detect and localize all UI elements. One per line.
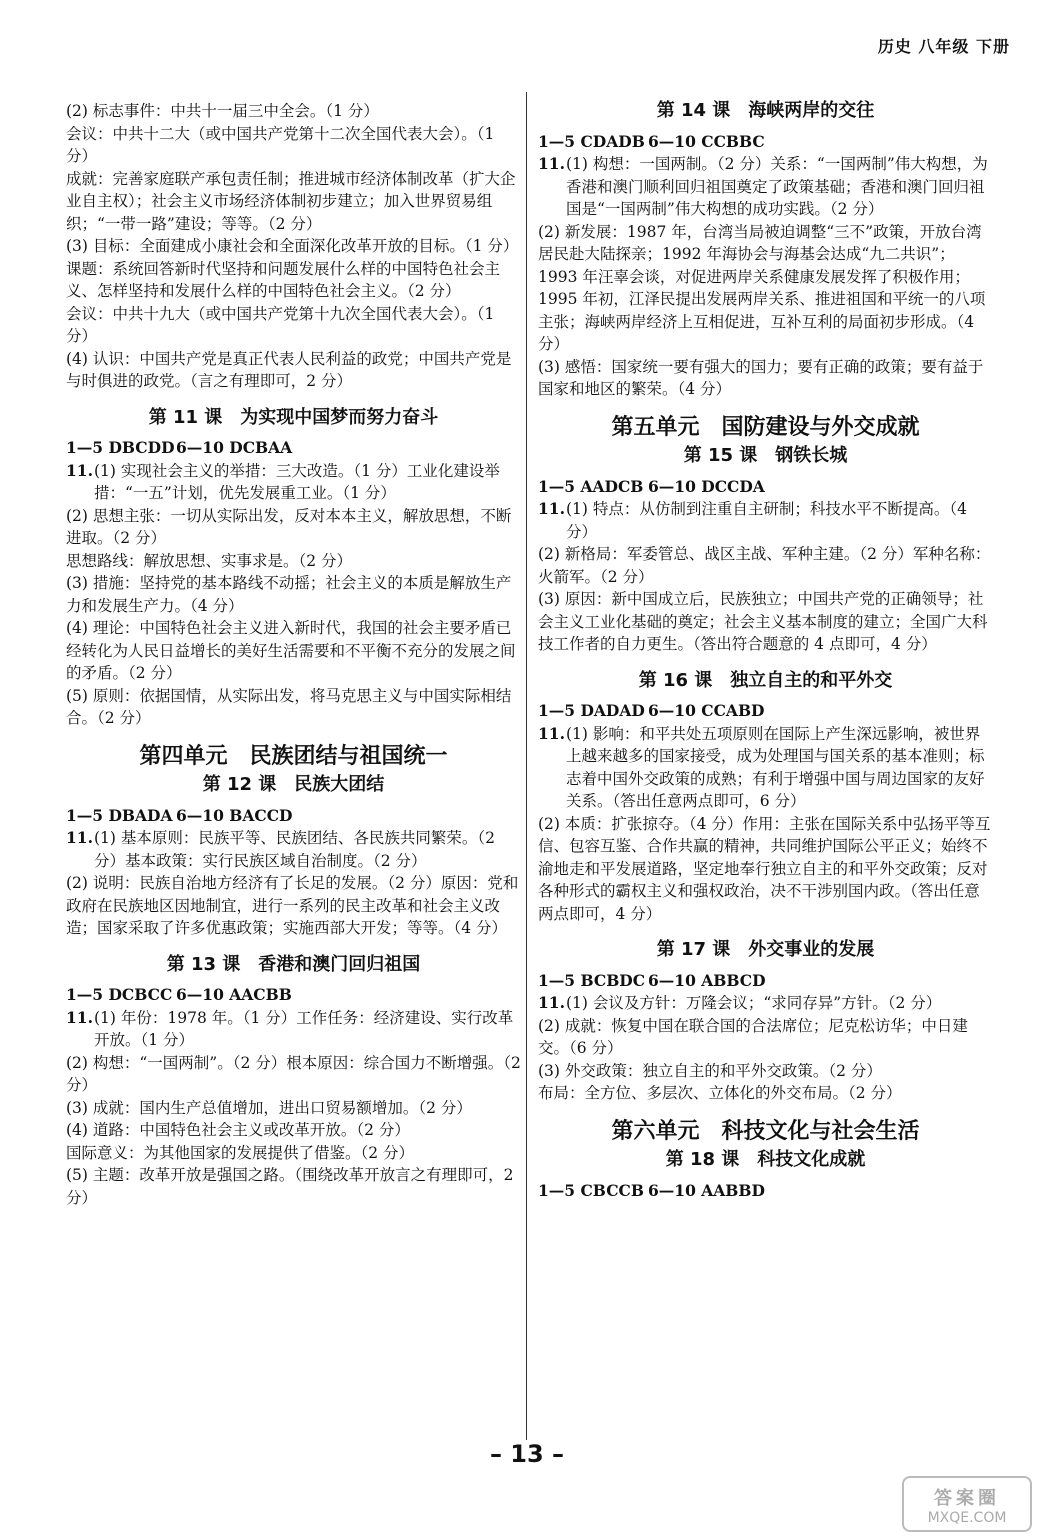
answer-line: (3) 措施：坚持党的基本路线不动摇；社会主义的本质是解放生产力和发展生产力。（4 分） <box>66 574 512 615</box>
answer-line: (2) 本质：扩张掠夺。（4 分）作用：主张在国际关系中弘扬平等互信、包容互鉴、合作共赢的精神，共同维护国际公平正义；始终不渝地走和平发展道路，坚定地奉行独立自主的和平外交政策；反对各种形式的霸权主义和强权政治，决不干涉别国内政。（答出任意两点即可，4 分） <box>538 814 991 923</box>
page-number: – 13 – <box>489 1440 565 1468</box>
answer-line: (3) 目标：全面建成小康社会和全面深化改革开放的目标。（1 分） <box>66 237 519 255</box>
question-11 <box>66 827 521 872</box>
watermark-logo <box>902 1476 1032 1532</box>
choice-answers <box>538 131 993 154</box>
choice-answers <box>66 437 521 460</box>
answer-line: (2) 构想：“一国两制”。（2 分）根本原因：综合国力不断增强。（2 分） <box>66 1053 521 1094</box>
answer-line: (2) 成就：恢复中国在联合国的合法席位；尼克松访华；中日建交。（6 分） <box>538 1016 968 1057</box>
answer-line: (3) 感悟：国家统一要有强大的国力；要有正确的政策；要有益于国家和地区的繁荣。（4 分） <box>538 357 984 398</box>
answer-line: (4) 理论：中国特色社会主义进入新时代，我国的社会主要矛盾已经转化为人民日益增长的美好生活需要和不平衡不充分的发展之间的矛盾。（2 分） <box>66 619 516 682</box>
lesson-title: 第 17 课 外交事业的发展 <box>656 939 875 960</box>
answer-line: (2) 新格局：军委管总、战区主战、军种主建。（2 分）军种名称：火箭军。（2 分） <box>538 545 991 586</box>
question-11 <box>538 723 993 813</box>
answer-line: 布局：全方位、多层次、立体化的外交布局。（2 分） <box>538 1084 902 1102</box>
answer-line: 会议：中共十九大（或中国共产党第十九次全国代表大会）。（1 分） <box>66 304 495 345</box>
choice-answers <box>538 700 993 723</box>
choice-answers-6-10: 6—10 AACBB <box>176 985 292 1004</box>
question-number: 11. <box>66 828 93 847</box>
answer-line: (1) 会议及方针：万隆会议；“求同存异”方针。（2 分） <box>566 994 942 1012</box>
lesson-title: 第 11 课 为实现中国梦而努力奋斗 <box>148 406 439 428</box>
choice-answers-6-10: 6—10 CCABD <box>648 701 765 720</box>
choice-answers-1-5: 1—5 CBCCB <box>538 1180 644 1200</box>
question-11 <box>66 460 521 505</box>
answer-line: (3) 原因：新中国成立后，民族独立；中国共产党的正确领导；社会主义工业化基础的奠定；社会主义基本制度的建立；全国广大科技工作者的自力更生。（答出符合题意的 4 点即可，4 分） <box>538 590 988 653</box>
answer-line: (3) 成就：国内生产总值增加，进出口贸易额增加。（2 分） <box>66 1098 472 1117</box>
question-11 <box>66 1007 521 1052</box>
question-number: 11. <box>538 499 565 518</box>
answer-line: (1) 实现社会主义的举措：三大改造。（1 分）工业化建设举措：“一五”计划，优先发展重工业。（1 分） <box>94 461 500 502</box>
unit-title: 第六单元 科技文化与社会生活 <box>611 1118 920 1144</box>
choice-answers-6-10: 6—10 DCBAA <box>176 438 293 457</box>
choice-answers-1-5: 1—5 BCBDC <box>538 970 646 990</box>
question-11 <box>538 153 993 221</box>
answer-line: (1) 构想：一国两制。（2 分）关系：“一国两制”伟大构想，为香港和澳门顺利回归祖国奠定了政策基础；香港和澳门回归祖国是“一国两制”伟大构想的成功实践。（2 分） <box>566 155 988 218</box>
lesson-title: 第 15 课 钢铁长城 <box>683 445 848 466</box>
lesson-title: 第 13 课 香港和澳门回归祖国 <box>166 953 421 975</box>
answer-line: 会议：中共十二大（或中国共产党第十二次全国代表大会）。（1 分） <box>66 124 495 165</box>
answer-line: (1) 影响：和平共处五项原则在国际上产生深远影响，被世界上越来越多的国家接受，成为处理国与国关系的基本准则；标志着中国外交政策的成熟；有利于增强中国与周边国家的友好关系。（答出任意两点即可，6 分） <box>566 724 985 810</box>
choice-answers-6-10: 6—10 CCBBC <box>648 131 765 151</box>
watermark-text: 答案圈 <box>934 1488 1000 1509</box>
answer-line: (2) 思想主张：一切从实际出发，反对本本主义，解放思想，不断进取。（2 分） <box>66 506 512 547</box>
answer-line: 课题：系统回答新时代坚持和问题发展什么样的中国特色社会主义、怎样坚持和发展什么样的中国特色社会主义。（2 分） <box>66 259 501 300</box>
lesson-title: 第 14 课 海峡两岸的交往 <box>656 100 875 121</box>
page-header: 历史 八年级 下册 <box>877 37 1010 56</box>
answer-line: (1) 年份：1978 年。（1 分）工作任务：经济建设、实行改革开放。（1 分） <box>94 1008 514 1049</box>
column-divider <box>526 92 527 1440</box>
choice-answers-1-5: 1—5 CDADB <box>538 131 645 151</box>
answer-line: 国际意义：为其他国家的发展提供了借鉴。（2 分） <box>66 1143 415 1162</box>
lesson-title: 第 16 课 独立自主的和平外交 <box>638 669 893 691</box>
choice-answers-6-10: 6—10 DCCDA <box>648 476 765 496</box>
left-column <box>66 100 521 1209</box>
choice-answers-1-5: 1—5 DADAD <box>538 701 645 720</box>
choice-answers <box>66 805 521 828</box>
answer-line: (1) 特点：从仿制到注重自主研制；科技水平不断提高。（4 分） <box>566 500 967 541</box>
choice-answers <box>538 476 993 499</box>
choice-answers <box>538 970 993 993</box>
question-number: 11. <box>538 993 565 1012</box>
choice-answers <box>538 1180 993 1203</box>
watermark-url: MXQE.COM <box>927 1510 1007 1526</box>
question-11 <box>538 992 993 1015</box>
answer-line: (1) 基本原则：民族平等、民族团结、各民族共同繁荣。（2 分）基本政策：实行民族区域自治制度。（2 分） <box>94 829 495 870</box>
choice-answers-1-5: 1—5 DCBCC <box>66 985 173 1004</box>
answer-line: (4) 认识：中国共产党是真正代表人民利益的政党；中国共产党是与时俱进的政党。（言之有理即可，2 分） <box>66 349 512 390</box>
answer-line: (2) 新发展：1987 年，台湾当局被迫调整“三不”政策，开放台湾居民赴大陆探亲；1992 年海协会与海基会达成“九二共识”；1993 年汪辜会谈，对促进两岸关系健康发展发挥了积极作用；1995 年初，江泽民提出发展两岸关系、推进祖国和平统一的八项主张；海峡两岸经济上互相促进，互补互利的局面初步形成。（4 分） <box>538 222 986 353</box>
choice-answers-1-5: 1—5 DBCDD <box>66 438 175 457</box>
choice-answers-1-5: 1—5 DBADA <box>66 805 173 825</box>
question-number: 11. <box>66 1007 93 1027</box>
lesson-title: 第 18 课 科技文化成就 <box>665 1149 866 1170</box>
answer-line: (2) 标志事件：中共十一届三中全会。（1 分） <box>66 102 379 120</box>
lesson-title: 第 12 课 民族大团结 <box>202 774 385 795</box>
right-column <box>538 100 993 1202</box>
choice-answers <box>66 984 521 1007</box>
question-11 <box>538 498 993 543</box>
unit-title: 第五单元 国防建设与外交成就 <box>611 414 920 440</box>
choice-answers-1-5: 1—5 AADCB <box>538 476 644 496</box>
choice-answers-6-10: 6—10 ABBCD <box>648 970 766 990</box>
answer-line: 成就：完善家庭联产承包责任制；推进城市经济体制改革（扩大企业自主权）；社会主义市场经济体制初步建立；加入世界贸易组织；“一带一路”建设；等等。（2 分） <box>66 169 516 233</box>
choice-answers-6-10: 6—10 BACCD <box>176 805 293 825</box>
answer-line: (2) 说明：民族自治地方经济有了长足的发展。（2 分）原因：党和政府在民族地区因地制宜，进行一系列的民主改革和社会主义改造；国家采取了许多优惠政策；实施西部大开发；等等。（4 分） <box>66 874 519 937</box>
question-number: 11. <box>66 460 93 480</box>
choice-answers-6-10: 6—10 AABBD <box>648 1180 765 1200</box>
question-number: 11. <box>538 154 565 173</box>
question-number: 11. <box>538 723 565 743</box>
answer-line: (5) 原则：依据国情，从实际出发，将马克思主义与中国实际相结合。（2 分） <box>66 686 512 727</box>
answer-line: (4) 道路：中国特色社会主义或改革开放。（2 分） <box>66 1121 410 1139</box>
answer-line: 思想路线：解放思想、实事求是。（2 分） <box>66 551 353 570</box>
answer-line: (3) 外交政策：独立自主的和平外交政策。（2 分） <box>538 1061 882 1080</box>
answer-line: (5) 主题：改革开放是强国之路。（围绕改革开放言之有理即可，2 分） <box>66 1166 514 1207</box>
unit-title: 第四单元 民族团结与祖国统一 <box>139 743 448 769</box>
